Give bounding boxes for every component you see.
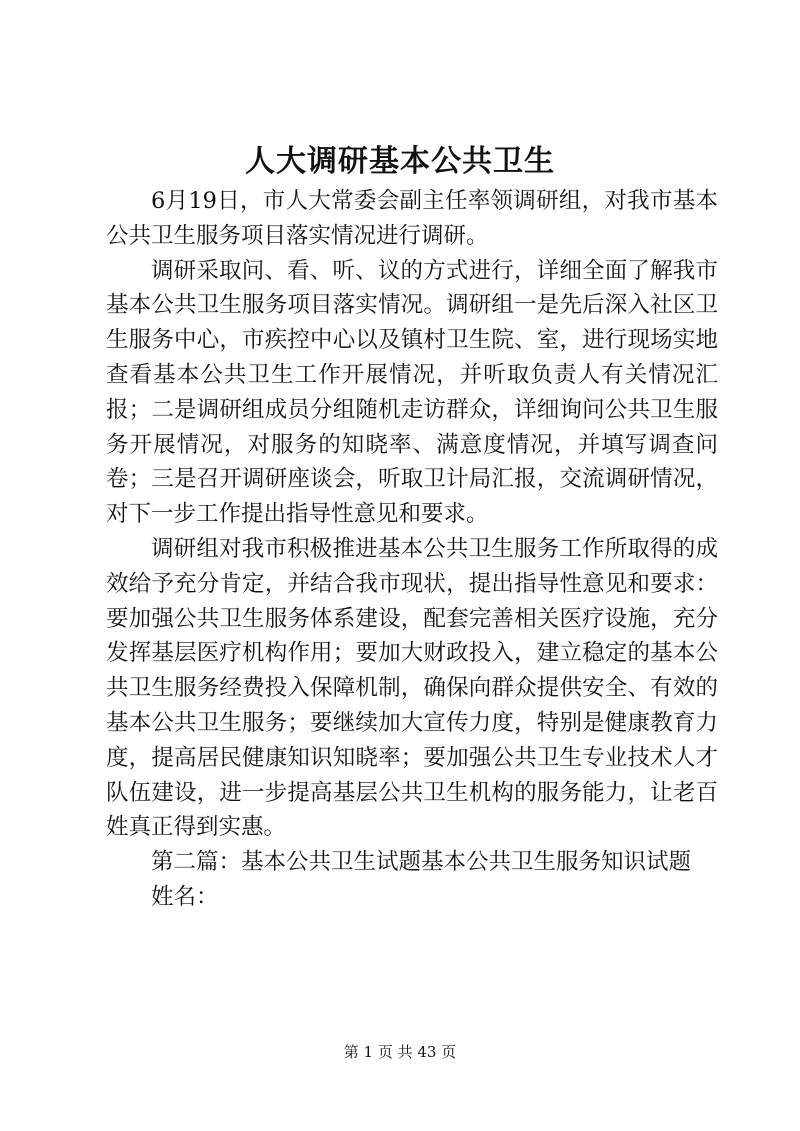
paragraph-intro: 6月19日，市人大常委会副主任率领调研组，对我市基本公共卫生服务项目落实情况进行调研。 [106,188,718,249]
paragraph-method: 调研采取问、看、听、议的方式进行，详细全面了解我市基本公共卫生服务项目落实情况。调研组一是先后深入社区卫生服务中心，市疾控中心以及镇村卫生院、室，进行现场实地查看基本公共卫生工作开展情况，并听取负责人有关情况汇报；二是调研组成员分组随机走访群众，详细询问公共卫生服务开展情况，对服务的知晓率、满意度情况，并填写调查问卷；三是召开调研座谈会，听取卫计局汇报，交流调研情况，对下一步工作提出指导性意见和要求。 [106,257,718,528]
paragraph-conclusion: 调研组对我市积极推进基本公共卫生服务工作所取得的成效给予充分肯定，并结合我市现状，提出指导性意见和要求：要加强公共卫生服务体系建设，配套完善相关医疗设施，充分发挥基层医疗机构作用；要加大财政投入，建立稳定的基本公共卫生服务经费投入保障机制，确保向群众提供安全、有效的基本公共卫生服务；要继续加大宣传力度，特别是健康教育力度，提高居民健康知识知晓率；要加强公共卫生专业技术人才队伍建设，进一步提高基层公共卫生机构的服务能力，让老百姓真正得到实惠。 [106,535,718,841]
page-footer: 第 1 页 共 43 页 [343,1043,457,1061]
paragraph-section-heading: 第二篇：基本公共卫生试题基本公共卫生服务知识试题 [151,849,692,876]
paragraph-name-field: 姓名： [151,883,219,910]
document-body [106,184,718,915]
document-title: 人大调研基本公共卫生 [245,144,555,179]
